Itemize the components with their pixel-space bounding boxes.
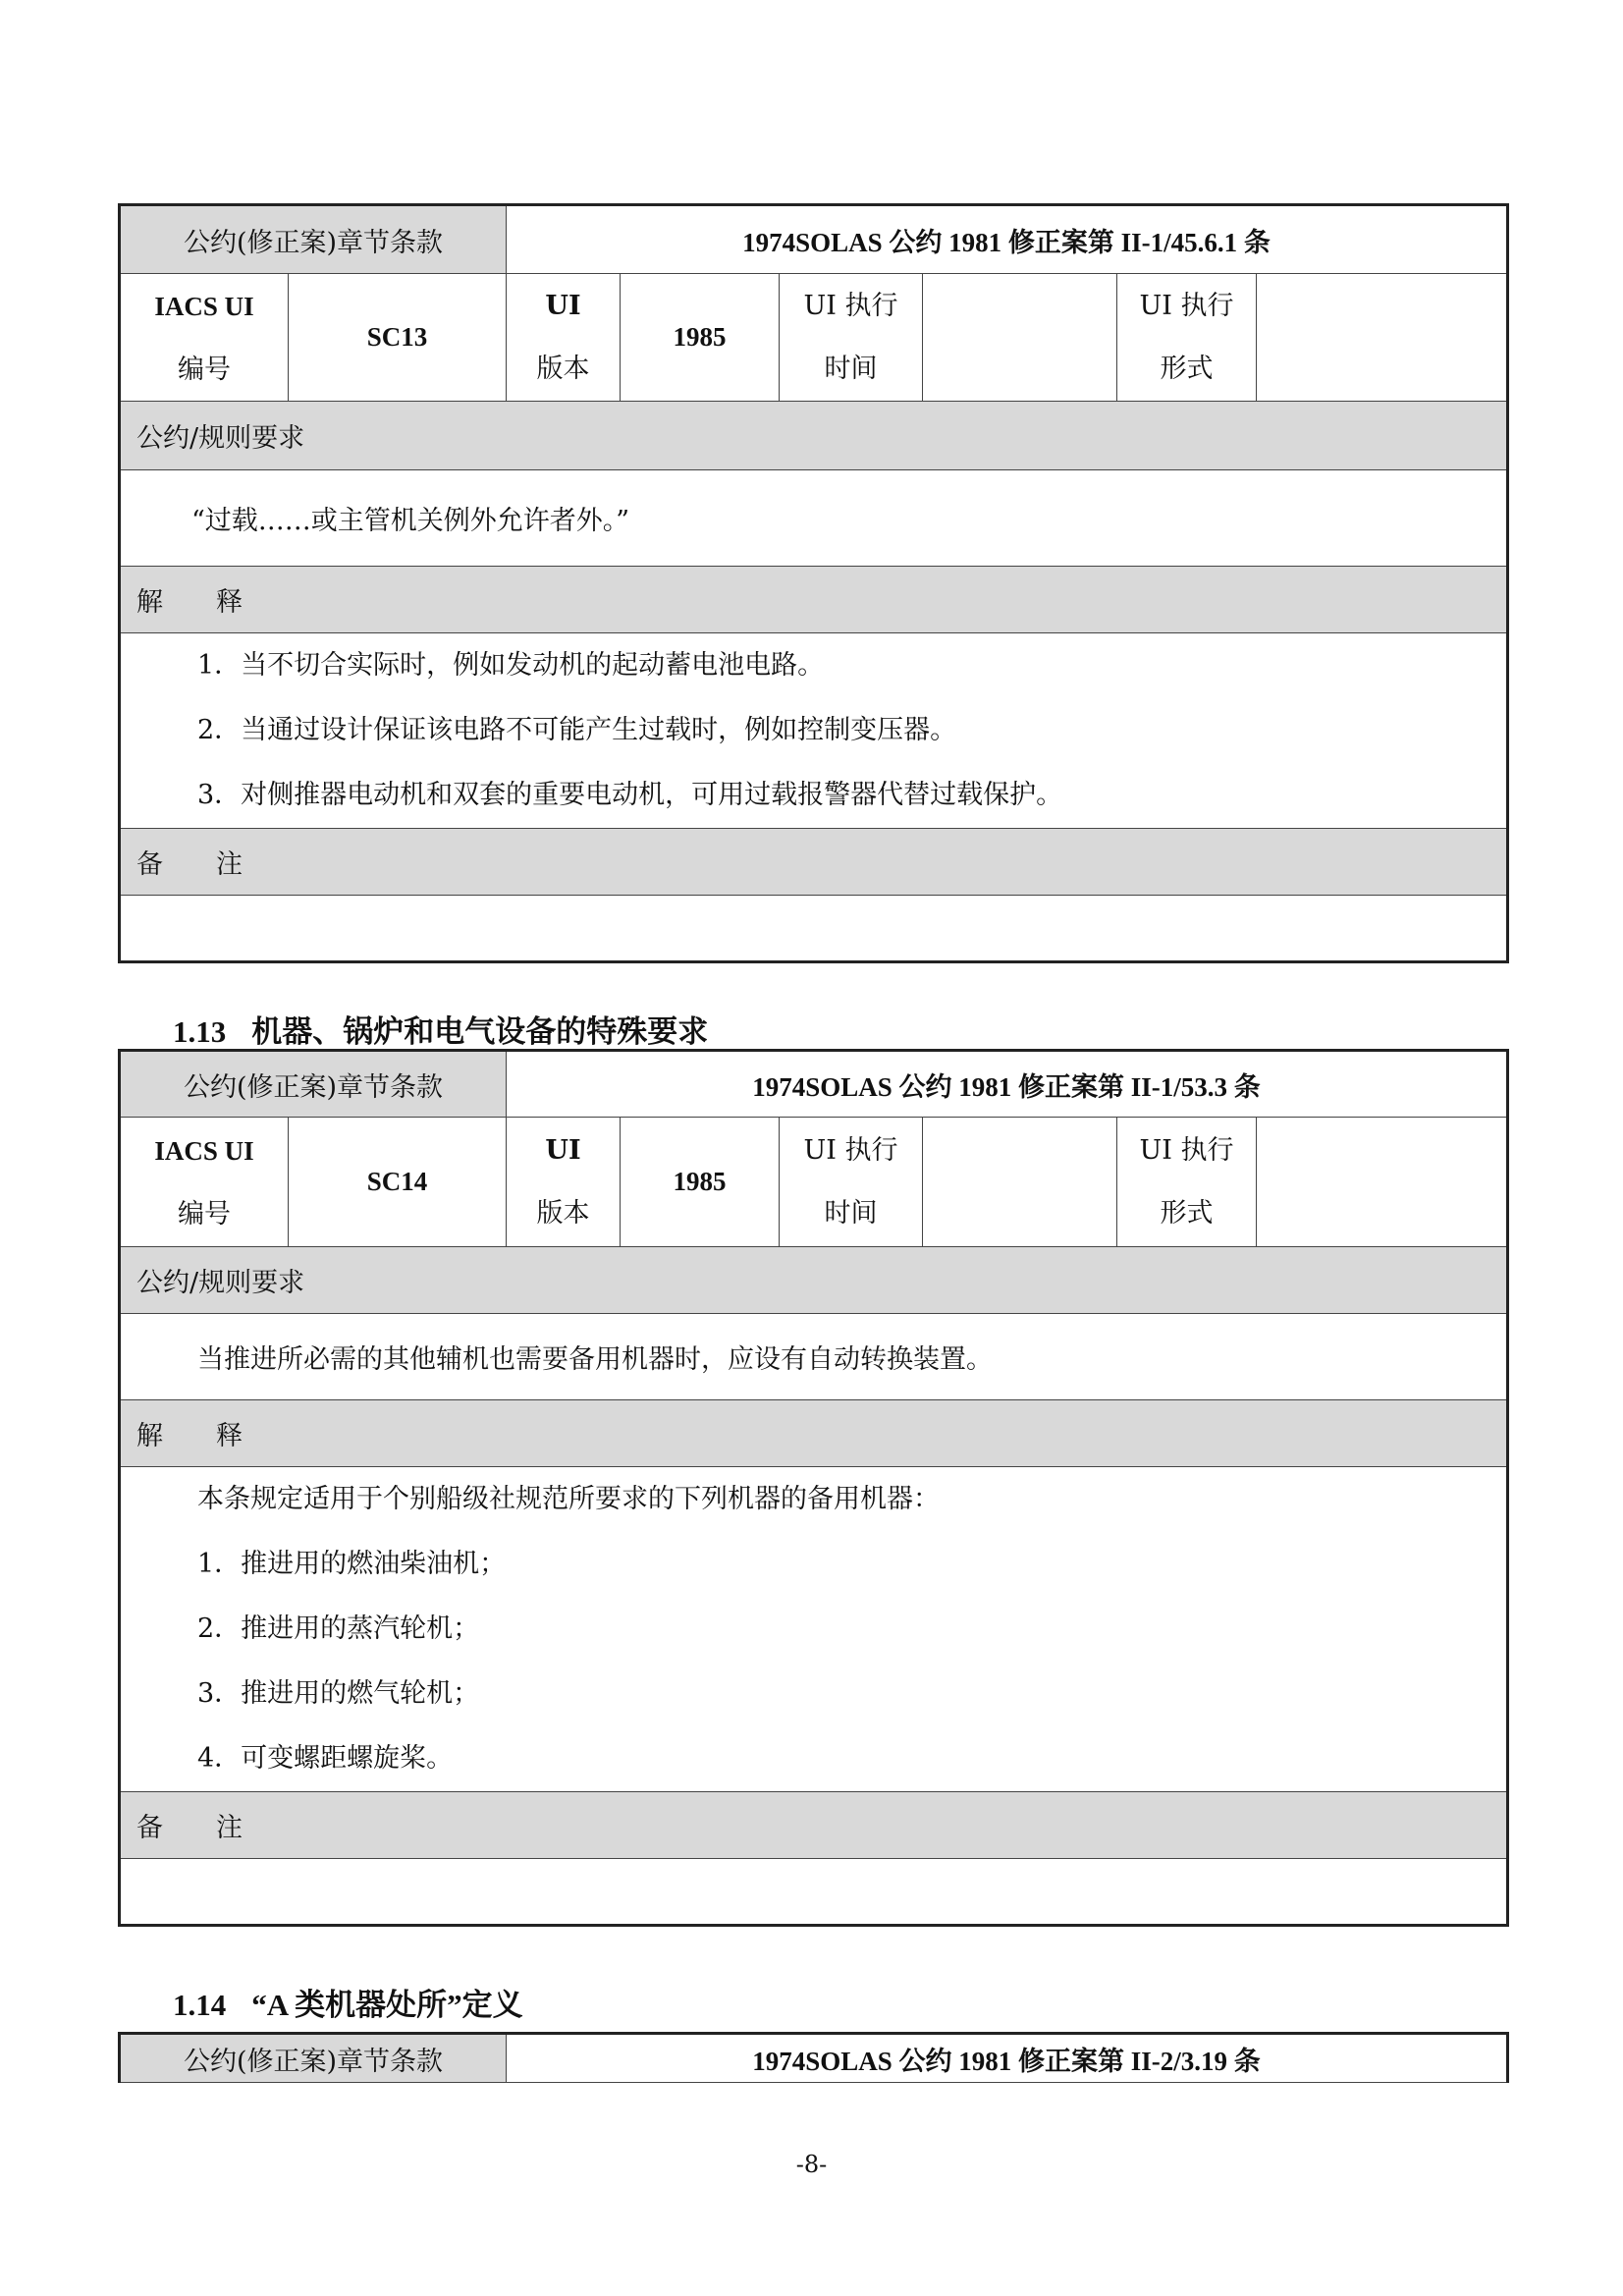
section-title: “A 类机器处所”定义	[251, 1988, 523, 2022]
remarks-text	[120, 896, 1508, 962]
ui-exec-form-value	[1257, 274, 1508, 402]
remarks-heading: 备 注	[120, 1792, 1508, 1859]
requirement-heading: 公约/规则要求	[120, 402, 1508, 470]
ui-exec-time-value	[923, 1118, 1117, 1247]
explanation-item: 3．推进用的燃气轮机；	[197, 1678, 480, 1709]
explanation-heading: 解 释	[120, 567, 1508, 633]
explanation-item: 3．对侧推器电动机和双套的重要电动机，可用过载报警器代替过载保护。	[197, 780, 1063, 810]
section-number: 1.13	[173, 1014, 227, 1049]
explanation-item: 2．推进用的蒸汽轮机；	[197, 1613, 480, 1644]
ui-table-a-class	[118, 2032, 1509, 2083]
requirement-text: “过载……或主管机关例外允许者外。”	[120, 470, 1508, 567]
ui-exec-time-label: UI 执行 时间	[780, 1118, 923, 1247]
ui-version-value: 1985	[621, 274, 780, 402]
clause-value: 1974SOLAS 公约 1981 修正案第 II-1/53.3 条	[507, 1051, 1508, 1118]
ui-version-label: UI 版本	[507, 1118, 621, 1247]
page-number: -8-	[795, 2151, 828, 2178]
explanation-body	[120, 1467, 1508, 1792]
requirement-text: 当推进所必需的其他辅机也需要备用机器时，应设有自动转换装置。	[120, 1314, 1508, 1400]
iacs-ui-label: IACS UI 编号	[120, 274, 289, 402]
remarks-text	[120, 1859, 1508, 1926]
ui-exec-time-label: UI 执行 时间	[780, 274, 923, 402]
clause-label: 公约(修正案)章节条款	[120, 205, 507, 274]
requirement-heading: 公约/规则要求	[120, 1247, 1508, 1314]
ui-exec-form-label: UI 执行 形式	[1117, 274, 1257, 402]
clause-label: 公约(修正案)章节条款	[120, 2034, 507, 2083]
iacs-ui-label: IACS UI 编号	[120, 1118, 289, 1247]
clause-label: 公约(修正案)章节条款	[120, 1051, 507, 1118]
ui-number-value: SC13	[289, 274, 507, 402]
ui-exec-form-label: UI 执行 形式	[1117, 1118, 1257, 1247]
remarks-heading: 备 注	[120, 829, 1508, 896]
explanation-item: 2．当通过设计保证该电路不可能产生过载时，例如控制变压器。	[197, 715, 957, 745]
ui-exec-form-value	[1257, 1118, 1508, 1247]
ui-exec-time-value	[923, 274, 1117, 402]
ui-number-value: SC14	[289, 1118, 507, 1247]
explanation-intro: 本条规定适用于个别船级社规范所要求的下列机器的备用机器：	[197, 1484, 940, 1514]
explanation-body	[120, 633, 1508, 829]
clause-value: 1974SOLAS 公约 1981 修正案第 II-2/3.19 条	[507, 2034, 1508, 2083]
section-heading-1-14	[173, 1980, 523, 2024]
explanation-item: 1．推进用的燃油柴油机；	[197, 1549, 507, 1579]
explanation-item: 1．当不切合实际时，例如发动机的起动蓄电池电路。	[197, 650, 825, 681]
section-number: 1.14	[173, 1988, 227, 2022]
explanation-item: 4．可变螺距螺旋桨。	[197, 1743, 454, 1774]
clause-value: 1974SOLAS 公约 1981 修正案第 II-1/45.6.1 条	[507, 205, 1508, 274]
section-heading-1-13	[173, 1007, 708, 1051]
ui-table-sc13	[118, 203, 1509, 963]
ui-version-value: 1985	[621, 1118, 780, 1247]
ui-version-label: UI 版本	[507, 274, 621, 402]
explanation-heading: 解 释	[120, 1400, 1508, 1467]
section-title: 机器、锅炉和电气设备的特殊要求	[251, 1014, 709, 1049]
ui-table-sc14	[118, 1049, 1509, 1927]
